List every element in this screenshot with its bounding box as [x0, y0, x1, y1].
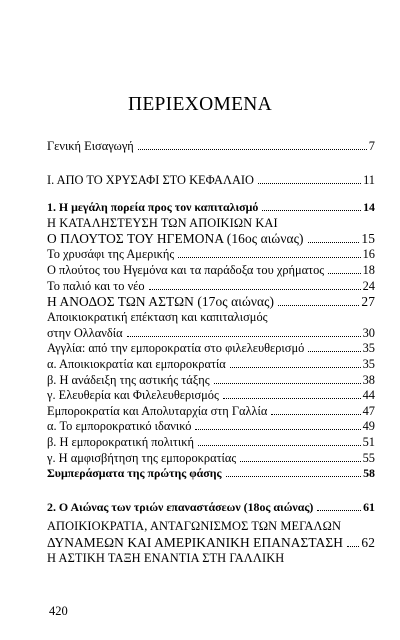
toc-entry-title: Γενική Εισαγωγή: [47, 139, 134, 153]
dot-leader: [308, 350, 360, 352]
toc-entry-title: Το παλιό και το νέο: [47, 278, 145, 293]
table-of-contents: [47, 139, 375, 566]
dot-leader: [317, 509, 361, 511]
dot-leader: [226, 475, 362, 477]
toc-entry-title-line1: Η ΚΑΤΑΛΗΣΤΕΥΣΗ ΤΩΝ ΑΠΟΙΚΙΩΝ ΚΑΙ: [47, 215, 278, 230]
toc-entry: [47, 247, 375, 263]
toc-entry-title: Ο πλούτος του Ηγεμόνα και τα παράδοξα του χρήματος: [47, 262, 325, 277]
toc-entry-page: 55: [362, 450, 375, 465]
dot-leader: [278, 304, 359, 306]
dot-leader: [149, 288, 361, 290]
toc-entry-page: 27: [361, 294, 375, 310]
toc-entry: [47, 173, 375, 189]
toc-entry-title: γ. Ελευθερία και Φιλελευθερισμός: [47, 388, 219, 403]
toc-entry: [47, 341, 375, 357]
dot-leader: [328, 272, 360, 274]
toc-entry-title: α. Το εμποροκρατικό ιδανικό: [47, 419, 192, 434]
toc-entry: [47, 466, 375, 482]
toc-entry-title: Εμποροκρατία και Απολυταρχία στη Γαλλία: [47, 403, 268, 418]
toc-entry: [47, 200, 375, 216]
toc-entry: [47, 500, 375, 516]
toc-entry-page: 58: [363, 466, 375, 481]
dot-leader: [214, 382, 361, 384]
toc-entry-title: Το χρυσάφι της Αμερικής: [47, 247, 175, 262]
toc-entry-title: β. Η εμποροκρατική πολιτική: [47, 434, 194, 449]
toc-entry-page: 15: [361, 231, 375, 247]
toc-entry-page: 61: [363, 499, 375, 514]
toc-entry-title: Η ΑΣΤΙΚΗ ΤΑΞΗ ΕΝΑΝΤΙΑ ΣΤΗ ΓΑΛΛΙΚΗ: [47, 550, 285, 565]
toc-entry: [47, 404, 375, 420]
dot-leader: [347, 545, 359, 547]
toc-entry: [47, 294, 375, 310]
dot-leader: [258, 182, 361, 184]
dot-leader: [127, 335, 361, 337]
toc-entry-page: 47: [362, 403, 375, 418]
toc-entry: [47, 388, 375, 404]
dot-leader: [195, 428, 360, 430]
toc-entry-title: Συμπεράσματα της πρώτης φάσης: [47, 466, 222, 481]
toc-entry: [47, 279, 375, 295]
toc-entry: [47, 435, 375, 451]
dot-leader: [223, 397, 361, 399]
toc-entry-page: 51: [362, 434, 375, 449]
toc-entry-page: 44: [362, 388, 375, 403]
toc-entry-page: 30: [362, 325, 375, 340]
dot-leader: [271, 413, 360, 415]
toc-entry-title: στην Ολλανδία: [47, 325, 123, 340]
toc-entry: [47, 139, 375, 155]
toc-entry-page: 16: [362, 247, 375, 262]
toc-entry-page: 35: [362, 356, 375, 371]
page-number: 420: [49, 604, 68, 618]
toc-entry-page: 62: [361, 534, 375, 550]
toc-entry-title: α. Αποικιοκρατία και εμποροκρατία: [47, 356, 226, 371]
dot-leader: [198, 444, 361, 446]
toc-entry-title: β. Η ανάδειξη της αστικής τάξης: [47, 372, 210, 387]
dot-leader: [178, 256, 360, 258]
toc-entry: [47, 451, 375, 467]
toc-entry-title: 1. Η μεγάλη πορεία προς τον καπιταλισμό: [47, 200, 259, 215]
toc-entry-title: Ο ΠΛΟΥΤΟΣ ΤΟΥ ΗΓΕΜΟΝΑ (16ος αιώνας): [47, 231, 304, 247]
toc-entry: [47, 326, 375, 342]
toc-entry-page: 7: [368, 139, 375, 153]
toc-entry-page: 14: [363, 200, 375, 215]
toc-entry: [47, 263, 375, 279]
page-title: ΠΕΡΙΕΧΟΜΕΝΑ: [127, 94, 273, 115]
dot-leader: [138, 148, 367, 150]
toc-entry-title: Αγγλία: από την εμποροκρατία στο φιλελευθερισμό: [47, 341, 305, 356]
toc-entry: [47, 231, 375, 247]
toc-entry-title: Ι. ΑΠΟ ΤΟ ΧΡΥΣΑΦΙ ΣΤΟ ΚΕΦΑΛΑΙΟ: [47, 172, 255, 187]
toc-entry-page: 38: [362, 372, 375, 387]
toc-entry-page: 24: [362, 278, 375, 293]
toc-entry-title: 2. Ο Αιώνας των τριών επαναστάσεων (18ος αιώνας): [47, 499, 314, 514]
dot-leader: [262, 209, 361, 211]
toc-entry-title: ΔΥΝΑΜΕΩΝ ΚΑΙ ΑΜΕΡΙΚΑΝΙΚΗ ΕΠΑΝΑΣΤΑΣΗ: [47, 534, 344, 550]
toc-entry-title-line1: Αποικιοκρατική επέκταση και καπιταλισμός: [47, 310, 268, 325]
toc-entry-page: 49: [362, 419, 375, 434]
toc-entry-page: 35: [362, 341, 375, 356]
toc-entry: [47, 419, 375, 435]
dot-leader: [240, 460, 360, 462]
toc-entry: [47, 373, 375, 389]
toc-entry-title: Η ΑΝΟΔΟΣ ΤΩΝ ΑΣΤΩΝ (17ος αιώνας): [47, 294, 275, 310]
toc-entry-page: 18: [362, 262, 375, 277]
toc-entry-page: 11: [363, 172, 375, 187]
toc-entry-title: γ. Η αμφισβήτηση της εμποροκρατίας: [47, 450, 237, 465]
toc-entry: [47, 535, 375, 551]
toc-entry-title-line1: ΑΠΟΙΚΙΟΚΡΑΤΙΑ, ΑΝΤΑΓΩΝΙΣΜΟΣ ΤΩΝ ΜΕΓΑΛΩΝ: [47, 519, 341, 534]
dot-leader: [230, 366, 361, 368]
toc-entry: [47, 357, 375, 373]
dot-leader: [308, 241, 360, 243]
